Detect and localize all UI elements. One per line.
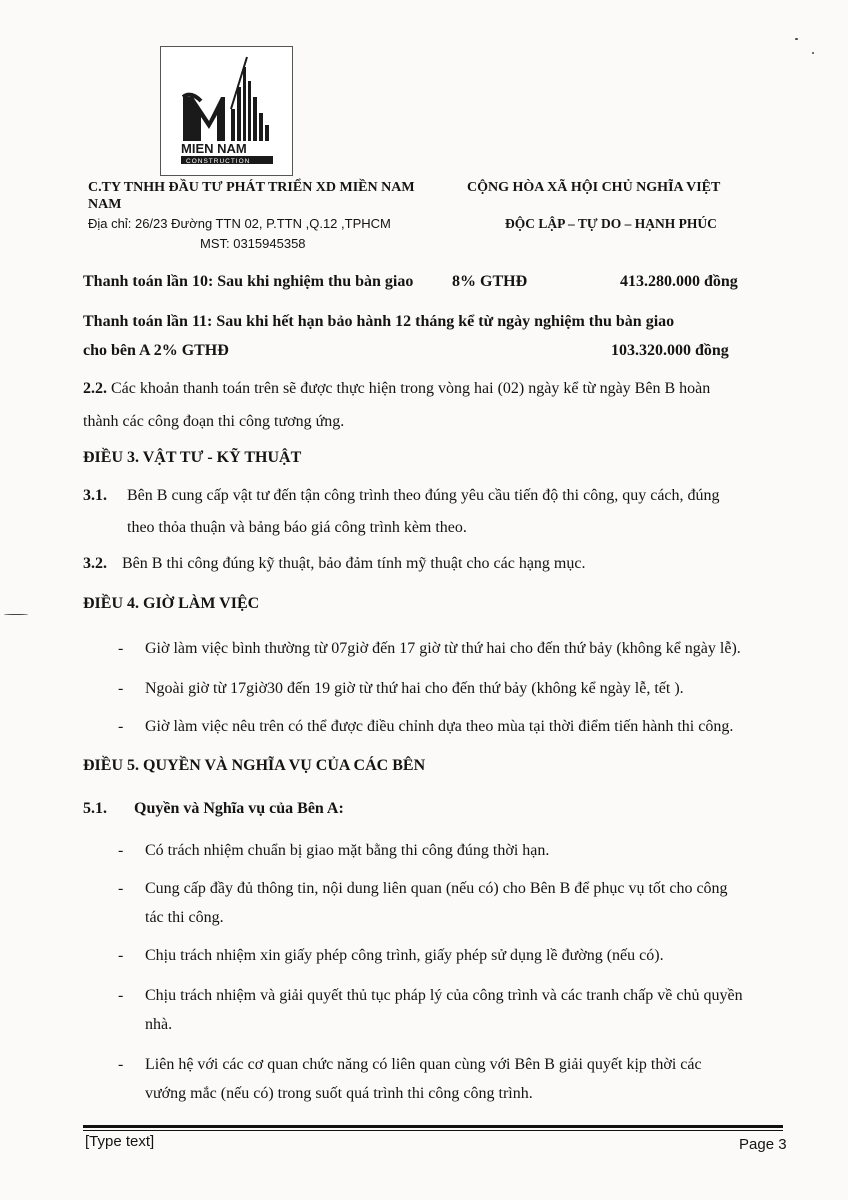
clause-2-2 <box>83 380 710 398</box>
obligation-item: Chịu trách nhiệm xin giấy phép công trình, giấy phép sử dụng lề đường (nếu có). <box>145 947 664 964</box>
article-5-title: ĐIỀU 5. QUYỀN VÀ NGHĨA VỤ CỦA CÁC BÊN <box>83 757 426 774</box>
bullet-dash: - <box>118 680 124 697</box>
working-hours-item: Ngoài giờ từ 17giờ30 đến 19 giờ từ thứ hai cho đến thứ bảy (không kể ngày lễ, tết ). <box>145 680 684 697</box>
payment-11-amount: 103.320.000 đồng <box>611 342 729 359</box>
clause-3-2-number: 3.2. <box>83 555 107 572</box>
company-tax-code: MST: 0315945358 <box>200 236 306 251</box>
bullet-dash: - <box>118 842 124 859</box>
obligation-item: Chịu trách nhiệm và giải quyết thủ tục pháp lý của công trình và các tranh chấp về chủ quyền <box>145 987 743 1004</box>
obligation-item: Có trách nhiệm chuẩn bị giao mặt bằng thi công đúng thời hạn. <box>145 842 550 859</box>
obligation-item: Liên hệ với các cơ quan chức năng có liên quan cùng với Bên B giải quyết kịp thời các <box>145 1056 702 1073</box>
clause-5-1-number: 5.1. <box>83 800 107 817</box>
national-motto: ĐỘC LẬP – TỰ DO – HẠNH PHÚC <box>505 216 717 231</box>
logo-text: MIEN NAM <box>181 141 247 156</box>
scan-mark <box>4 614 28 615</box>
bullet-dash: - <box>118 640 124 657</box>
obligation-item-continued: nhà. <box>145 1016 173 1033</box>
company-name: C.TY TNHH ĐẦU TƯ PHÁT TRIỂN XD MIỀN NAM <box>88 180 415 195</box>
working-hours-item: Giờ làm việc nêu trên có thể được điều chỉnh dựa theo mùa tại thời điểm tiến hành thi công. <box>145 718 734 735</box>
footer-placeholder: [Type text] <box>85 1133 155 1150</box>
clause-3-2-line1: Bên B thi công đúng kỹ thuật, bảo đảm tính mỹ thuật cho các hạng mục. <box>122 555 586 572</box>
nation-title: CỘNG HÒA XÃ HỘI CHỦ NGHĨA VIỆT <box>467 180 721 195</box>
clause-3-1-line1: Bên B cung cấp vật tư đến tận công trình theo đúng yêu cầu tiến độ thi công, quy cách, đúng <box>127 487 720 504</box>
article-4-title: ĐIỀU 4. GIỜ LÀM VIỆC <box>83 595 260 612</box>
bullet-dash: - <box>118 947 124 964</box>
scan-speck <box>812 52 814 54</box>
working-hours-item: Giờ làm việc bình thường từ 07giờ đến 17 giờ từ thứ hai cho đến thứ bảy (không kể ngày lễ). <box>145 640 741 657</box>
page-number: Page 3 <box>739 1136 787 1153</box>
company-name-continued: NAM <box>88 197 122 212</box>
obligation-item: Cung cấp đầy đủ thông tin, nội dung liên quan (nếu có) cho Bên B để phục vụ tốt cho công <box>145 880 728 897</box>
clause-3-1-line2: theo thỏa thuận và bảng báo giá công trình kèm theo. <box>127 519 467 536</box>
obligation-item-continued: tác thi công. <box>145 909 224 926</box>
clause-3-1-number: 3.1. <box>83 487 107 504</box>
bullet-dash: - <box>118 718 124 735</box>
clause-2-2-line2: thành các công đoạn thi công tương ứng. <box>83 413 345 430</box>
footer-rule <box>83 1125 783 1128</box>
company-address: Địa chỉ: 26/23 Đường TTN 02, P.TTN ,Q.12 ,TPHCM <box>88 216 391 231</box>
obligation-item-continued: vướng mắc (nếu có) trong suốt quá trình thi công công trình. <box>145 1085 533 1102</box>
payment-10-amount: 413.280.000 đồng <box>620 273 738 290</box>
payment-11-line2: cho bên A 2% GTHĐ <box>83 342 229 359</box>
bullet-dash: - <box>118 987 124 1004</box>
clause-2-2-text: Các khoản thanh toán trên sẽ được thực hiện trong vòng hai (02) ngày kể từ ngày Bên B hoàn <box>111 380 711 397</box>
payment-10-percent: 8% GTHĐ <box>452 273 528 290</box>
bullet-dash: - <box>118 880 124 897</box>
clause-2-2-number: 2.2. <box>83 380 107 397</box>
clause-5-1-title: Quyền và Nghĩa vụ của Bên A: <box>134 800 344 817</box>
logo-subtext: CONSTRUCTION <box>186 158 251 165</box>
footer-rule-thin <box>83 1130 783 1131</box>
payment-10-label: Thanh toán lần 10: Sau khi nghiệm thu bàn giao <box>83 273 414 290</box>
payment-11-line1: Thanh toán lần 11: Sau khi hết hạn bảo hành 12 tháng kể từ ngày nghiệm thu bàn giao <box>83 313 675 330</box>
scan-speck <box>795 38 798 40</box>
article-3-title: ĐIỀU 3. VẬT TƯ - KỸ THUẬT <box>83 449 302 466</box>
company-logo <box>160 46 293 176</box>
bullet-dash: - <box>118 1056 124 1073</box>
